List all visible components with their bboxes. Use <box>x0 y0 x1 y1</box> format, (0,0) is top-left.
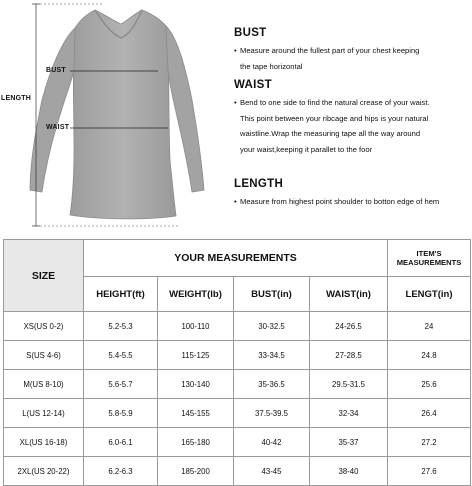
bust-column-header: BUST(in) <box>234 277 310 312</box>
waist-line-2: This point between your ribcage and hips is your natural <box>240 113 429 123</box>
bust-instructions <box>234 27 470 74</box>
height-cell: 5.6-5.7 <box>84 370 158 399</box>
weight-cell: 145-155 <box>158 399 234 428</box>
bust-cell: 37.5-39.5 <box>234 399 310 428</box>
waist-line-4: your waist,keeping it parallet to the foor <box>240 144 373 154</box>
table-row <box>4 312 471 341</box>
bust-line-1: • Measure around the fullest part of your chest keeping <box>234 46 420 55</box>
weight-column-header: WEIGHT(lb) <box>158 277 234 312</box>
height-column-header: HEIGHT(ft) <box>84 277 158 312</box>
length-cell: 27.2 <box>388 428 471 457</box>
size-cell: XL(US 16-18) <box>4 428 84 457</box>
height-cell: 5.2-5.3 <box>84 312 158 341</box>
table-row <box>4 399 471 428</box>
table-row <box>4 428 471 457</box>
bust-cell: 43-45 <box>234 457 310 486</box>
bust-line-2: the tape horizontal <box>240 61 303 71</box>
table-row <box>4 457 471 486</box>
height-cell: 5.8-5.9 <box>84 399 158 428</box>
shirt-right-sleeve <box>166 26 204 192</box>
weight-cell: 165-180 <box>158 428 234 457</box>
waist-line-3: waistline.Wrap the measuring tape all the way around <box>240 129 421 138</box>
weight-cell: 130-140 <box>158 370 234 399</box>
shirt-figure <box>0 0 230 232</box>
waist-column-header: WAIST(in) <box>310 277 388 312</box>
length-instructions <box>234 178 470 210</box>
waist-cell: 35-37 <box>310 428 388 457</box>
size-cell: L(US 12-14) <box>4 399 84 428</box>
length-cell: 24.8 <box>388 341 471 370</box>
shirt-body <box>70 10 176 219</box>
table-row <box>4 370 471 399</box>
size-chart-table <box>3 239 471 486</box>
waist-cell: 29.5-31.5 <box>310 370 388 399</box>
length-cell: 26.4 <box>388 399 471 428</box>
bust-cell: 40-42 <box>234 428 310 457</box>
length-line-1: • Measure from highest point shoulder to botton edge of hem <box>234 197 440 206</box>
height-cell: 5.4-5.5 <box>84 341 158 370</box>
weight-cell: 185-200 <box>158 457 234 486</box>
bust-cell: 30-32.5 <box>234 312 310 341</box>
length-cell: 25.6 <box>388 370 471 399</box>
height-cell: 6.2-6.3 <box>84 457 158 486</box>
shirt-left-sleeve <box>30 28 75 192</box>
length-title: LENGTH <box>234 178 284 190</box>
waist-cell: 32-34 <box>310 399 388 428</box>
weight-cell: 115-125 <box>158 341 234 370</box>
waist-title: WAIST <box>234 79 272 91</box>
bust-title: BUST <box>234 27 267 39</box>
bust-label: BUST <box>46 67 66 74</box>
length-column-header: LENGT(in) <box>388 277 471 312</box>
size-cell: 2XL(US 20-22) <box>4 457 84 486</box>
waist-label: WAIST <box>46 124 70 131</box>
your-measurements-header: YOUR MEASUREMENTS <box>84 240 388 277</box>
waist-cell: 27-28.5 <box>310 341 388 370</box>
waist-cell: 38-40 <box>310 457 388 486</box>
bust-cell: 33-34.5 <box>234 341 310 370</box>
height-cell: 6.0-6.1 <box>84 428 158 457</box>
waist-cell: 24-26.5 <box>310 312 388 341</box>
shirt-illustration <box>0 0 230 232</box>
bust-cell: 35-36.5 <box>234 370 310 399</box>
size-cell: XS(US 0-2) <box>4 312 84 341</box>
table-row <box>4 341 471 370</box>
waist-line-1: • Bend to one side to find the natural crease of your waist. <box>234 98 430 107</box>
weight-cell: 100-110 <box>158 312 234 341</box>
waist-instructions <box>234 79 470 157</box>
length-cell: 27.6 <box>388 457 471 486</box>
item-measurements-header: ITEM'S MEASUREMENTS <box>388 240 471 277</box>
size-header: SIZE <box>4 240 84 312</box>
length-cell: 24 <box>388 312 471 341</box>
size-cell: M(US 8-10) <box>4 370 84 399</box>
size-cell: S(US 4-6) <box>4 341 84 370</box>
length-label: LENGTH <box>1 95 31 102</box>
